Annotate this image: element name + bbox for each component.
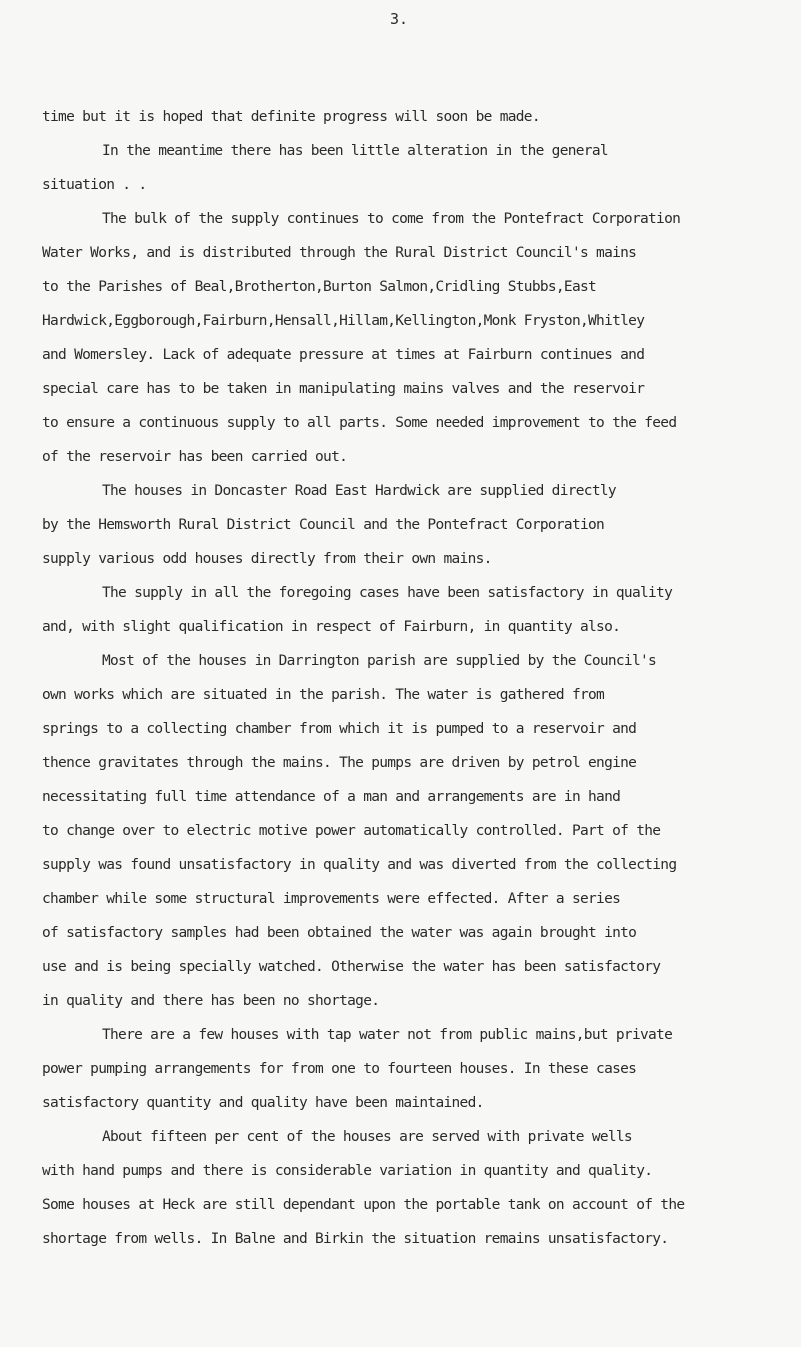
text-line: supply was found unsatisfactory in quality and was diverted from the collecting bbox=[42, 857, 677, 873]
text-line: to change over to electric motive power automatically controlled. Part of the bbox=[42, 823, 661, 839]
text-line: and, with slight qualification in respect of Fairburn, in quantity also. bbox=[42, 619, 621, 635]
text-line: situation . . bbox=[42, 177, 147, 193]
text-line: chamber while some structural improvements were effected. After a series bbox=[42, 891, 621, 907]
text-line: by the Hemsworth Rural District Council and the Pontefract Corporation bbox=[42, 517, 605, 533]
text-line: in quality and there has been no shortage. bbox=[42, 993, 380, 1009]
page-number: 3. bbox=[390, 10, 409, 28]
text-line: Hardwick,Eggborough,Fairburn,Hensall,Hillam,Kellington,Monk Fryston,Whitley bbox=[42, 313, 645, 329]
text-line: of satisfactory samples had been obtained the water was again brought into bbox=[42, 925, 637, 941]
text-line: to the Parishes of Beal,Brotherton,Burton Salmon,Cridling Stubbs,East bbox=[42, 279, 597, 295]
paragraph-start-line: The supply in all the foregoing cases have been satisfactory in quality bbox=[102, 585, 673, 601]
body-text bbox=[42, 100, 787, 1256]
paragraph-start-line: The houses in Doncaster Road East Hardwick are supplied directly bbox=[102, 483, 616, 499]
text-line: of the reservoir has been carried out. bbox=[42, 449, 348, 465]
text-line: Water Works, and is distributed through the Rural District Council's mains bbox=[42, 245, 637, 261]
text-line: thence gravitates through the mains. The pumps are driven by petrol engine bbox=[42, 755, 637, 771]
text-line: special care has to be taken in manipulating mains valves and the reservoir bbox=[42, 381, 645, 397]
paragraph-start-line: The bulk of the supply continues to come from the Pontefract Corporation bbox=[102, 211, 681, 227]
text-line: springs to a collecting chamber from which it is pumped to a reservoir and bbox=[42, 721, 637, 737]
text-line: time but it is hoped that definite progress will soon be made. bbox=[42, 109, 540, 125]
paragraph-start-line: There are a few houses with tap water not from public mains,but private bbox=[102, 1027, 673, 1043]
text-line: supply various odd houses directly from their own mains. bbox=[42, 551, 492, 567]
text-line: own works which are situated in the parish. The water is gathered from bbox=[42, 687, 605, 703]
paragraph-start-line: About fifteen per cent of the houses are served with private wells bbox=[102, 1129, 632, 1145]
text-line: power pumping arrangements for from one to fourteen houses. In these cases bbox=[42, 1061, 637, 1077]
paragraph-start-line: In the meantime there has been little alteration in the general bbox=[102, 143, 608, 159]
text-line: necessitating full time attendance of a man and arrangements are in hand bbox=[42, 789, 621, 805]
text-line: and Womersley. Lack of adequate pressure at times at Fairburn continues and bbox=[42, 347, 645, 363]
text-line: use and is being specially watched. Otherwise the water has been satisfactory bbox=[42, 959, 661, 975]
paragraph-start-line: Most of the houses in Darrington parish are supplied by the Council's bbox=[102, 653, 657, 669]
text-line: Some houses at Heck are still dependant upon the portable tank on account of the bbox=[42, 1197, 685, 1213]
text-line: satisfactory quantity and quality have been maintained. bbox=[42, 1095, 484, 1111]
text-line: with hand pumps and there is considerable variation in quantity and quality. bbox=[42, 1163, 653, 1179]
text-line: to ensure a continuous supply to all parts. Some needed improvement to the feed bbox=[42, 415, 677, 431]
text-line: shortage from wells. In Balne and Birkin the situation remains unsatisfactory. bbox=[42, 1231, 669, 1247]
